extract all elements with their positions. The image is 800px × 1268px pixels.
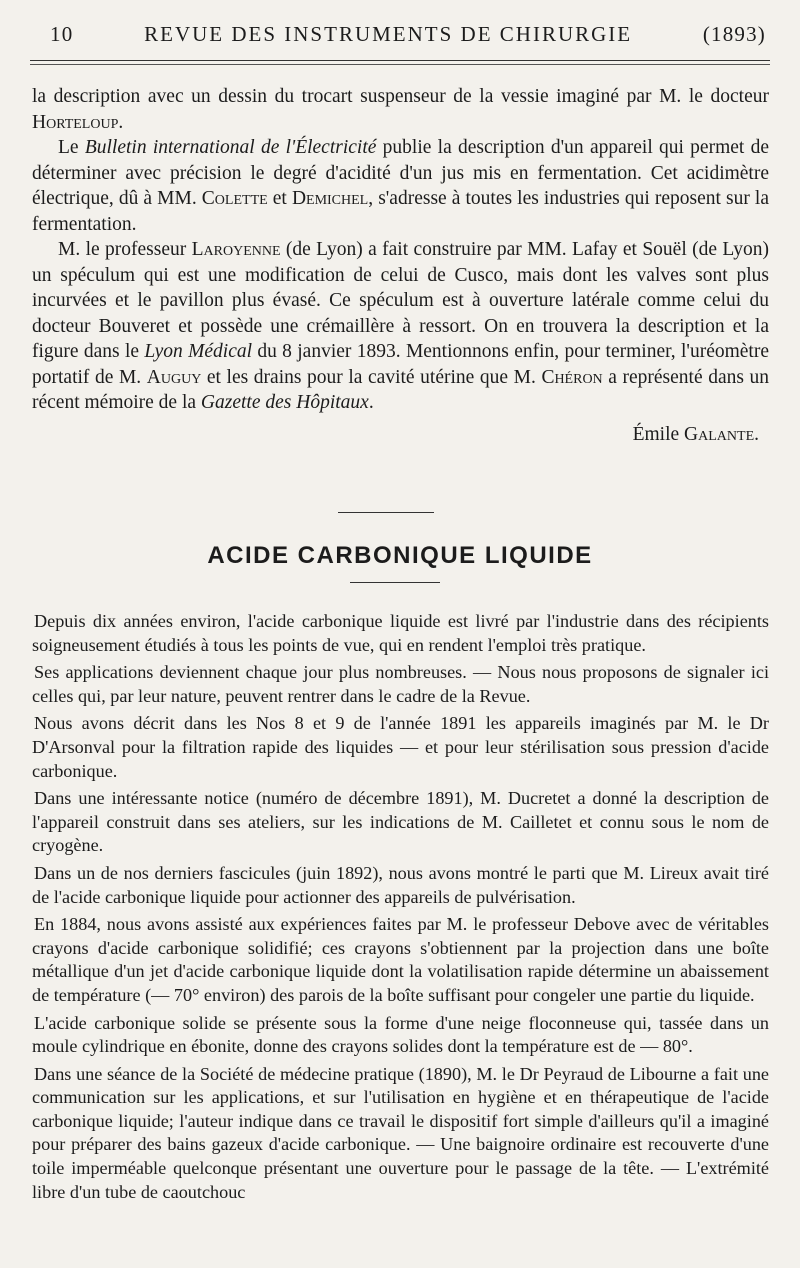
author-name: Horteloup [32,111,119,133]
text: la description avec un dessin du trocart suspenseur de la vessie imaginé par M. le docteur [32,86,769,107]
publication-title: Lyon Médical [144,341,253,362]
page-number: 10 [50,22,74,46]
publication-title: Bulletin international de l'Électricité [84,137,377,158]
text: et les drains pour la cavité utérine que M. [201,366,542,388]
paragraph [32,135,769,237]
paragraph: Dans une intéressante notice (numéro de décembre 1891), M. Ducretet a donné la description de l'appareil construit dans ses ateliers, sur les indications de M. Cailletet et connu sous le nom de cryogène. [32,788,769,856]
section-divider [338,512,434,513]
paragraph: L'acide carbonique solide se présente sous la forme d'une neige floconneuse qui, tassée dans un moule cylindrique en ébonite, donne des crayons solides dont la température est de — 80°. [32,1012,769,1057]
section-previous-article [32,84,769,447]
paragraph: En 1884, nous avons assisté aux expériences faites par M. le professeur Debove avec de véritables crayons d'acide carbonique solidifié; ces crayons s'obtiennent par la projection dans une boîte métallique d'un jet d'acide carbonique liquide dont la volatilisation rapide détermine un abaissement de température (— 70° environ) des parois de la boîte suffisant pour congeler une partie du liquide. [32,914,769,1005]
section-article-body [32,610,769,1208]
publication-title: Gazette des Hôpitaux [200,392,369,413]
signature [32,422,769,448]
text: et [267,188,292,209]
signature-first-name: Émile [632,423,685,445]
text: . [754,423,759,445]
text: a représenté dans un récent mémoire de la [32,366,770,413]
header-year: (1893) [702,22,766,46]
signature-last-name: Galante [684,423,755,445]
header-rule-thin [30,64,770,65]
paragraph: Nous avons décrit dans les Nos 8 et 9 de l'année 1891 les appareils imaginés par M. le Dr D'Arsonval pour la filtration rapide des liquides — et pour leur stérilisation sous pression d'acide carbonique. [32,713,769,781]
person-name: Chéron [541,366,603,388]
text: Le [58,137,85,158]
text: du 8 janvier 1893. Mentionnons enfin, pour terminer, l'uréomètre portatif de M. [32,341,769,388]
text: , s'adresse à toutes les industries qui reposent sur la fermentation. [32,188,769,235]
text: . [368,392,374,413]
person-name: Auguy [146,366,202,388]
text: publie la description d'un appareil qui permet de déterminer avec précision le degré d'acidité d'un jus mis en fermentation. Cet acidimètre électrique, dû à MM. [32,137,769,209]
section-title: ACIDE CARBONIQUE LIQUIDE [207,542,593,569]
paragraph [32,237,769,416]
header-rule [30,60,770,61]
paragraph [32,84,769,135]
paragraph: Dans une séance de la Société de médecine pratique (1890), M. le Dr Peyraud de Libourne a fait une communication sur les applications, et sur l'utilisation en hygiène et en thérapeutique de l'acide carbonique liquide; l'auteur indique dans ce travail le dispositif fort simple d'ailleurs qu'il a imaginé pour préparer des bains gazeux d'acide carbonique. — Une baignoire ordinaire est recouverte d'une toile imperméable quelconque présentant une ouverture pour le passage de la tête. — L'extrémité libre d'un tube de caoutchouc [32,1063,769,1202]
paragraph: Dans un de nos derniers fascicules (juin 1892), nous avons montré le parti que M. Lireux avait tiré de l'acide carbonique liquide pour actionner des appareils de pulvérisation. [32,862,769,907]
paragraph: Depuis dix années environ, l'acide carbonique liquide est livré par l'industrie dans des récipients soigneusement étudiés à tous les points de vue, qui en rendent l'emploi très pratique. [32,611,769,655]
text: (de Lyon) a fait construire par MM. Lafay et Souël (de Lyon) un spéculum qui est une modification de celui de Cusco, mais dont les valves sont plus incurvées et le pavillon plus évasé. Ce spéculum est à ouverture latérale comme celui du docteur Bouveret et possède une crémaillère à ressort. On en trouvera la description et la figure dans le [32,239,769,362]
running-header [30,22,766,58]
person-name: Demichel [291,188,369,209]
person-name: Colette [201,188,268,209]
text: . [118,111,124,133]
person-name: Laroyenne [191,239,281,260]
text: M. le professeur [58,239,192,260]
running-title: REVUE DES INSTRUMENTS DE CHIRURGIE [144,22,633,46]
title-underline [350,582,440,583]
paragraph: Ses applications deviennent chaque jour plus nombreuses. — Nous nous proposons de signaler ici celles qui, par leur nature, peuvent rentrer dans le cadre de la Revue. [32,662,769,706]
